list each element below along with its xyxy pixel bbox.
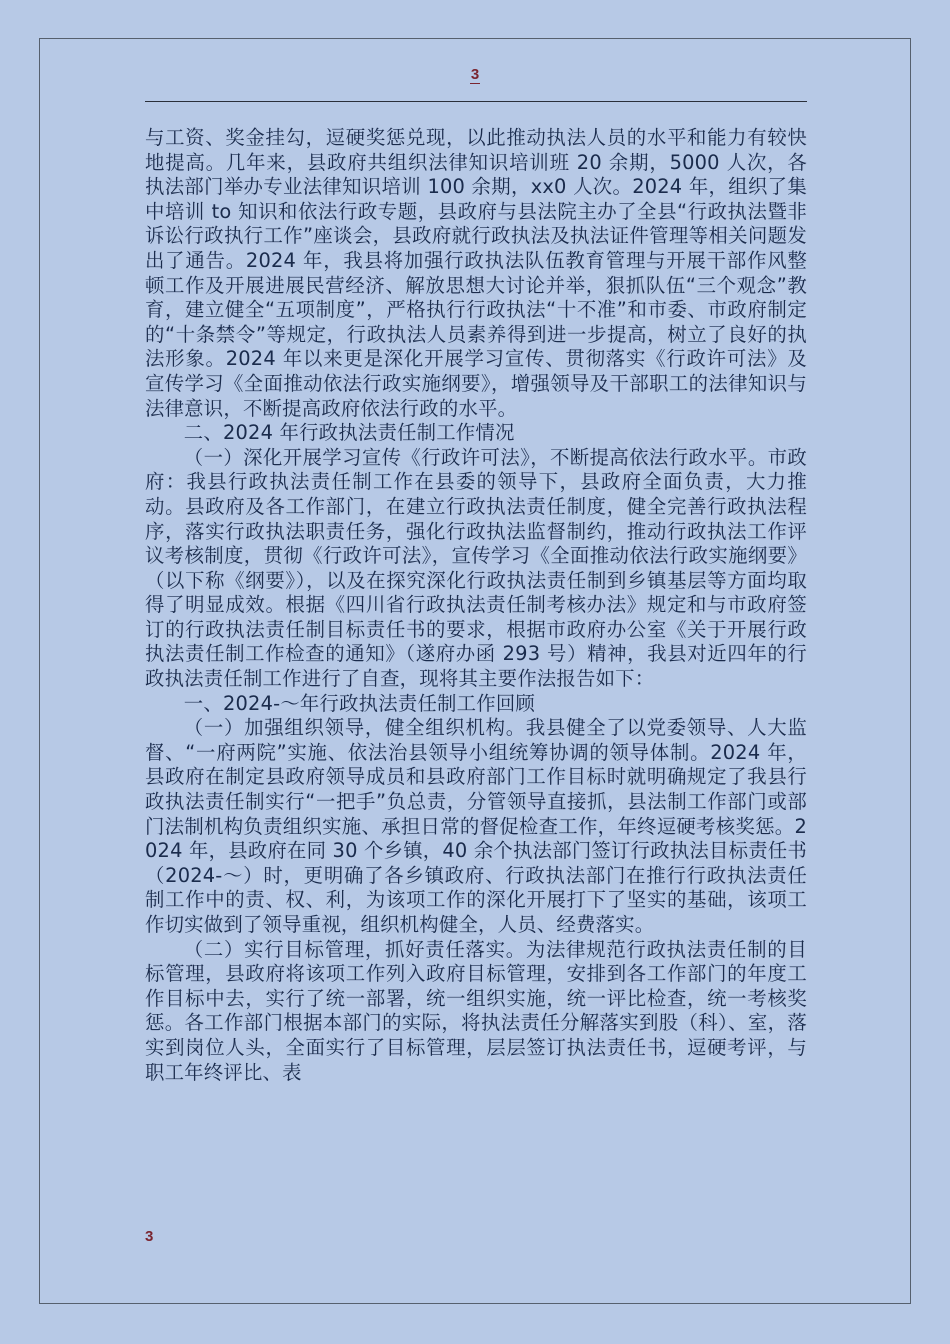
- paragraph-1: 与工资、奖金挂勾，逗硬奖惩兑现，以此推动执法人员的水平和能力有较快地提高。几年来，县政府共组织法律知识培训班 20 余期，5000 人次，各执法部门举办专业法律知识培训 100 余期，xx0 人次。2024 年，组织了集中培训 to 知识和依法行政专题，县政府与县法院主办了全县“行政执法暨非诉讼行政执行工作”座谈会，县政府就行政执法及执法证件管理等相关问题发出了通告。2024 年，我县将加强行政执法队伍教育管理与开展干部作风整顿工作及开展进展民营经济、解放思想大讨论并举，狠抓队伍“三个观念”教育，建立健全“五项制度”，严格执行行政执法“十不准”和市委、市政府制定的“十条禁令”等规定，行政执法人员素养得到进一步提高，树立了良好的执法形象。2024 年以来更是深化开展学习宣传、贯彻落实《行政许可法》及宣传学习《全面推动依法行政实施纲要》，增强领导及干部职工的法律知识与法律意识，不断提高政府依法行政的水平。: [145, 126, 807, 420]
- section-heading-2: 二、2024 年行政执法责任制工作情况: [183, 421, 515, 445]
- paragraph-5: （一）加强组织领导，健全组织机构。我县健全了以党委领导、人大监督、“一府两院”实施、依法治县领导小组统筹协调的领导体制。2024 年，县政府在制定县政府领导成员和县政府部门工作目标时就明确规定了我县行政执法责任制实行“一把手”负总责，分管领导直接抓，县法制工作部门或部门法制机构负责组织实施、承担日常的督促检查工作，年终逗硬考核奖惩。2024 年，县政府在同 30 个乡镇，40 余个执法部门签订行政执法目标责任书（2024-～）时，更明确了各乡镇政府、行政执法部门在推行行政执法责任制工作中的责、权、利，为该项工作的深化开展打下了坚实的基础，该项工作切实做到了领导重视，组织机构健全，人员、经费落实。: [145, 716, 807, 936]
- header-rule: [145, 101, 807, 102]
- header-page-number-text: 3: [470, 66, 480, 83]
- document-body: [145, 126, 807, 1085]
- section-heading-4: 一、2024-～年行政执法责任制工作回顾: [183, 691, 536, 715]
- footer-page-number: 3: [145, 1228, 154, 1245]
- header-page-number: [0, 66, 950, 83]
- paragraph-6: （二）实行目标管理，抓好责任落实。为法律规范行政执法责任制的目标管理，县政府将该项工作列入政府目标管理，安排到各工作部门的年度工作目标中去，实行了统一部署，统一组织实施，统一评比检查，统一考核奖惩。各工作部门根据本部门的实际，将执法责任分解落实到股（科）、室，落实到岗位人头，全面实行了目标管理，层层签订执法责任书，逗硬考评，与职工年终评比、表: [145, 937, 807, 1084]
- paragraph-3: （一）深化开展学习宣传《行政许可法》，不断提高依法行政水平。市政府：我县行政执法责任制工作在县委的领导下，县政府全面负责，大力推动。县政府及各工作部门，在建立行政执法责任制度，健全完善行政执法程序，落实行政执法职责任务，强化行政执法监督制约，推动行政执法工作评议考核制度，贯彻《行政许可法》，宣传学习《全面推动依法行政实施纲要》（以下称《纲要》），以及在探究深化行政执法责任制到乡镇基层等方面均取得了明显成效。根据《四川省行政执法责任制考核办法》规定和与市政府签订的行政执法责任制目标责任书的要求，根据市政府办公室《关于开展行政执法责任制工作检查的通知》（遂府办函 293 号）精神，我县对近四年的行政执法责任制工作进行了自查，现将其主要作法报告如下：: [145, 445, 807, 691]
